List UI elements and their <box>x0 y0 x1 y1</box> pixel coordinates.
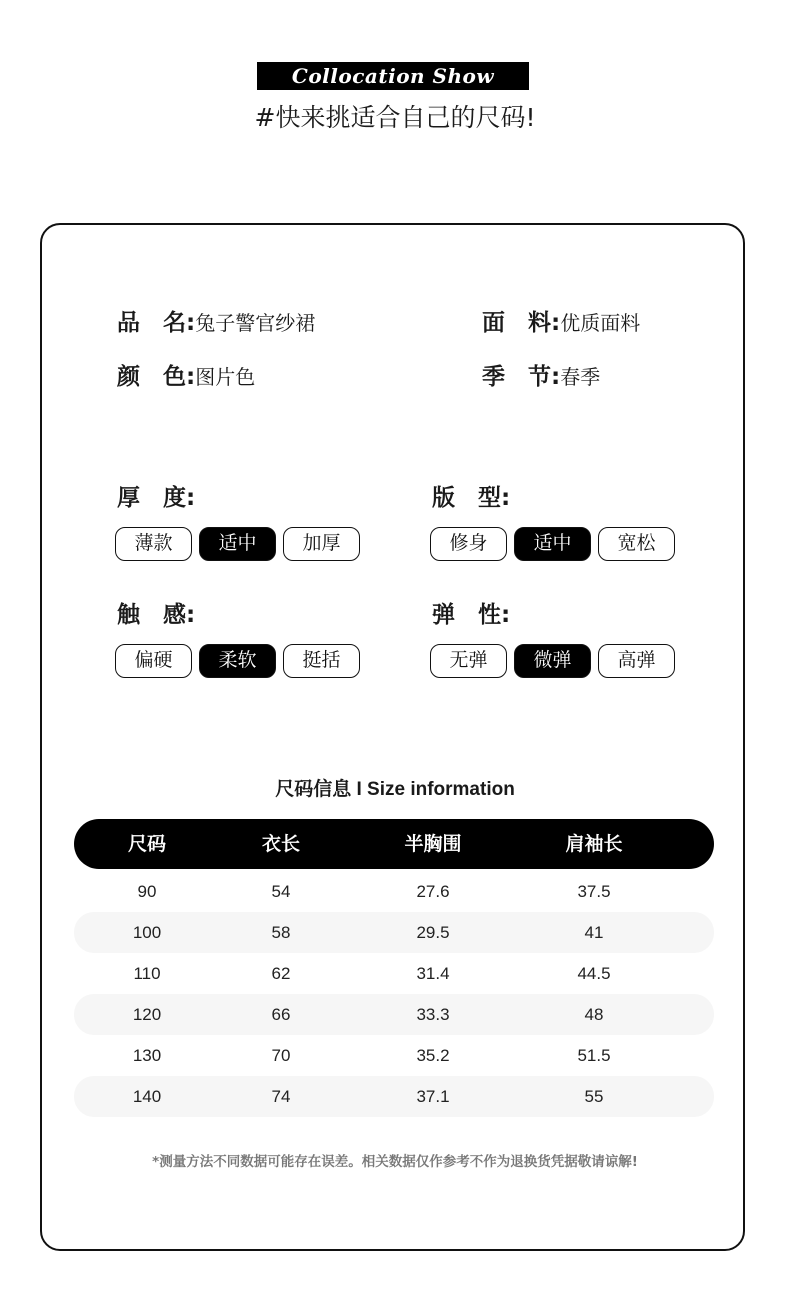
touch-option: 偏硬 <box>115 644 192 678</box>
header-half-chest: 半胸围 <box>404 833 462 855</box>
cell-length: 58 <box>271 923 291 942</box>
thickness-option: 薄款 <box>115 527 192 561</box>
cell-size: 110 <box>133 964 161 983</box>
touch-option: 挺括 <box>283 644 360 678</box>
cell-length: 74 <box>271 1087 291 1106</box>
cell-length: 66 <box>271 1005 291 1024</box>
fabric-value: 优质面料 <box>560 311 641 335</box>
fit-option: 宽松 <box>598 527 675 561</box>
season-label: 季 节: <box>482 364 561 390</box>
measurement-disclaimer: *测量方法不同数据可能存在误差。相关数据仅作参考不作为退换货凭据敬请谅解! <box>152 1154 638 1170</box>
cell-length: 54 <box>271 882 291 901</box>
cell-size: 100 <box>132 923 162 942</box>
thickness-title: 厚 度: <box>117 485 196 511</box>
collocation-show-banner: Collocation Show <box>257 62 529 90</box>
elasticity-option-selected: 微弹 <box>514 644 591 678</box>
thickness-option: 加厚 <box>283 527 360 561</box>
color-value: 图片色 <box>195 365 256 389</box>
cell-shoulder-sleeve: 44.5 <box>577 964 611 983</box>
cell-length: 70 <box>271 1046 291 1065</box>
cell-half-chest: 37.1 <box>416 1087 450 1106</box>
touch-option-selected: 柔软 <box>199 644 276 678</box>
product-name-row <box>117 309 315 337</box>
cell-size: 90 <box>137 882 157 901</box>
elasticity-title: 弹 性: <box>432 602 511 628</box>
cell-length: 62 <box>271 964 291 983</box>
fit-title: 版 型: <box>432 485 511 511</box>
cell-size: 140 <box>132 1087 162 1106</box>
fit-option: 修身 <box>430 527 507 561</box>
cell-shoulder-sleeve: 55 <box>584 1087 604 1106</box>
cell-shoulder-sleeve: 37.5 <box>577 882 611 901</box>
table-row <box>74 994 714 1035</box>
header-size: 尺码 <box>127 833 166 855</box>
product-name-value: 兔子警官纱裙 <box>195 311 316 335</box>
subtitle: #快来挑适合自己的尺码! <box>254 103 536 132</box>
cell-shoulder-sleeve: 41 <box>584 923 604 942</box>
thickness-options <box>115 527 360 561</box>
elasticity-option: 高弹 <box>598 644 675 678</box>
table-row <box>74 1076 714 1117</box>
cell-half-chest: 31.4 <box>416 964 450 983</box>
fabric-row <box>482 309 640 337</box>
table-row <box>74 1035 714 1076</box>
fit-option-selected: 适中 <box>514 527 591 561</box>
color-row <box>117 363 255 391</box>
table-row <box>74 871 714 912</box>
size-table-header <box>74 819 714 869</box>
cell-half-chest: 27.6 <box>416 882 450 901</box>
thickness-option-selected: 适中 <box>199 527 276 561</box>
size-info-title: 尺码信息 I Size information <box>275 779 515 800</box>
table-row <box>74 953 714 994</box>
table-row <box>74 912 714 953</box>
touch-options <box>115 644 360 678</box>
header-shoulder-sleeve: 肩袖长 <box>565 833 623 855</box>
cell-size: 120 <box>132 1005 162 1024</box>
elasticity-options <box>430 644 675 678</box>
cell-half-chest: 33.3 <box>416 1005 450 1024</box>
header-length: 衣长 <box>261 833 300 855</box>
cell-half-chest: 35.2 <box>416 1046 450 1065</box>
product-name-label: 品 名: <box>117 310 196 336</box>
elasticity-option: 无弹 <box>430 644 507 678</box>
cell-size: 130 <box>132 1046 162 1065</box>
cell-shoulder-sleeve: 51.5 <box>577 1046 611 1065</box>
cell-shoulder-sleeve: 48 <box>584 1005 604 1024</box>
fit-options <box>430 527 675 561</box>
season-value: 春季 <box>560 365 601 389</box>
color-label: 颜 色: <box>117 364 196 390</box>
touch-title: 触 感: <box>117 602 196 628</box>
fabric-label: 面 料: <box>482 310 561 336</box>
cell-half-chest: 29.5 <box>416 923 450 942</box>
season-row <box>482 363 600 391</box>
